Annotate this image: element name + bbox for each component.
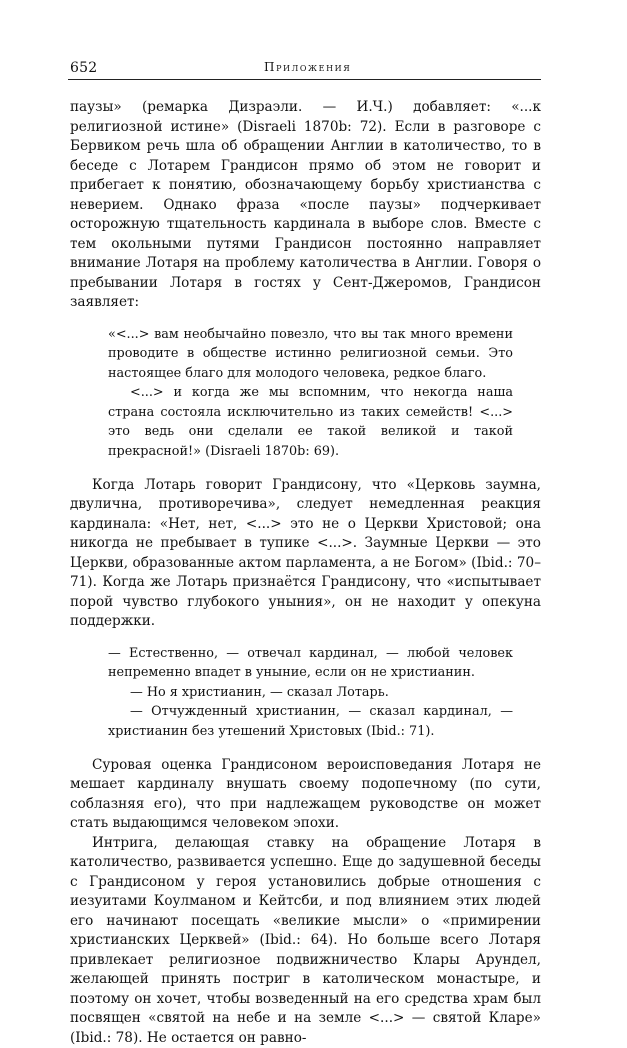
header-rule (68, 79, 541, 80)
quote-paragraph-2: <...> и когда же мы вспомним, что некогда наша страна состояла исключительно из таких семейств! <...> это ведь они сделали ее такой великой и такой прекрасной!» (Disraeli 1870b: 69). (108, 385, 513, 460)
quote-paragraph-1: «<...> вам необычайно повезло, что вы так много времени проводите в обществе истинно религиозной семьи. Это настоящее благо для молодого человека, редкое благо. (108, 326, 513, 381)
dialogue-line-3: — Отчужденный христианин, — сказал кардинал, — христианин без утешений Христовых (Ibid.: 71). (108, 704, 513, 740)
paragraph-4: Интрига, делающая ставку на обращение Лотаря в католичество, развивается успешно. Еще до задушевной беседы с Грандисоном у героя установились добрые отношения с иезуитами Коулманом и Кейтсби, и под влиянием этих людей его начинают посещать «великие мысли» о «примирении христианских Церквей» (Ibid.: 64). Но больше всего Лотаря привлекает религиозное подвижничество Клары Арундел, желающей принять постриг в католическом монастыре, и поэтому он хочет, чтобы возведенный на его средства храм был посвящен «святой на небе и на земле <...> — святой Кларе» (Ibid.: 78). Не остается он равно- (70, 834, 541, 1046)
paragraph-3: Суровая оценка Грандисоном вероисповедания Лотаря не мешает кардиналу внушать своему подопечному (по сути, соблазняя его), что при надлежащем руководстве он может стать выдающимся человеком эпохи. (70, 756, 541, 832)
paragraph-1: паузы» (ремарка Дизраэли. — И.Ч.) добавляет: «...к религиозной истине» (Disraeli 1870b: 72). Если в разговоре с Бервиком речь шла об обращении Англии в католичество, то в беседе с Лотарем Грандисон прямо об этом не говорит и прибегает к понятию, обозначающему борьбу христианства с неверием. Однако фраза «после паузы» подчеркивает осторожную тщательность кардинала в выборе слов. Вместе с тем окольными путями Грандисон постоянно направляет внимание Лотаря на проблему католичества в Англии. Говоря о пребывании Лотаря в гостях у Сент-Джеромов, Грандисон заявляет: (70, 99, 541, 310)
paragraph-2: Когда Лотарь говорит Грандисону, что «Церковь заумна, двулична, противоречива», следует немедленная реакция кардинала: «Нет, нет, <...> это не о Церкви Христовой; она никогда не пребывает в тупике <...>. Заумные Церкви — это Церкви, образованные актом парламента, а не Богом» (Ibid.: 70–71). Когда же Лотарь признаётся Грандисону, что «испытывает порой чувство глубокого уныния», он не находит у опекуна поддержки. (70, 476, 541, 630)
page-header (52, 58, 541, 82)
dialogue-line-1: — Естественно, — отвечал кардинал, — любой человек непременно впадет в уныние, если он не христианин. (108, 645, 513, 681)
page-number: 652 (70, 60, 98, 76)
dialogue-line-2: — Но я христианин, — сказал Лотарь. (130, 684, 389, 700)
running-head: Приложения (264, 60, 352, 74)
page-body (70, 98, 541, 1048)
block-quote (108, 325, 513, 462)
dialogue-block (108, 644, 513, 742)
